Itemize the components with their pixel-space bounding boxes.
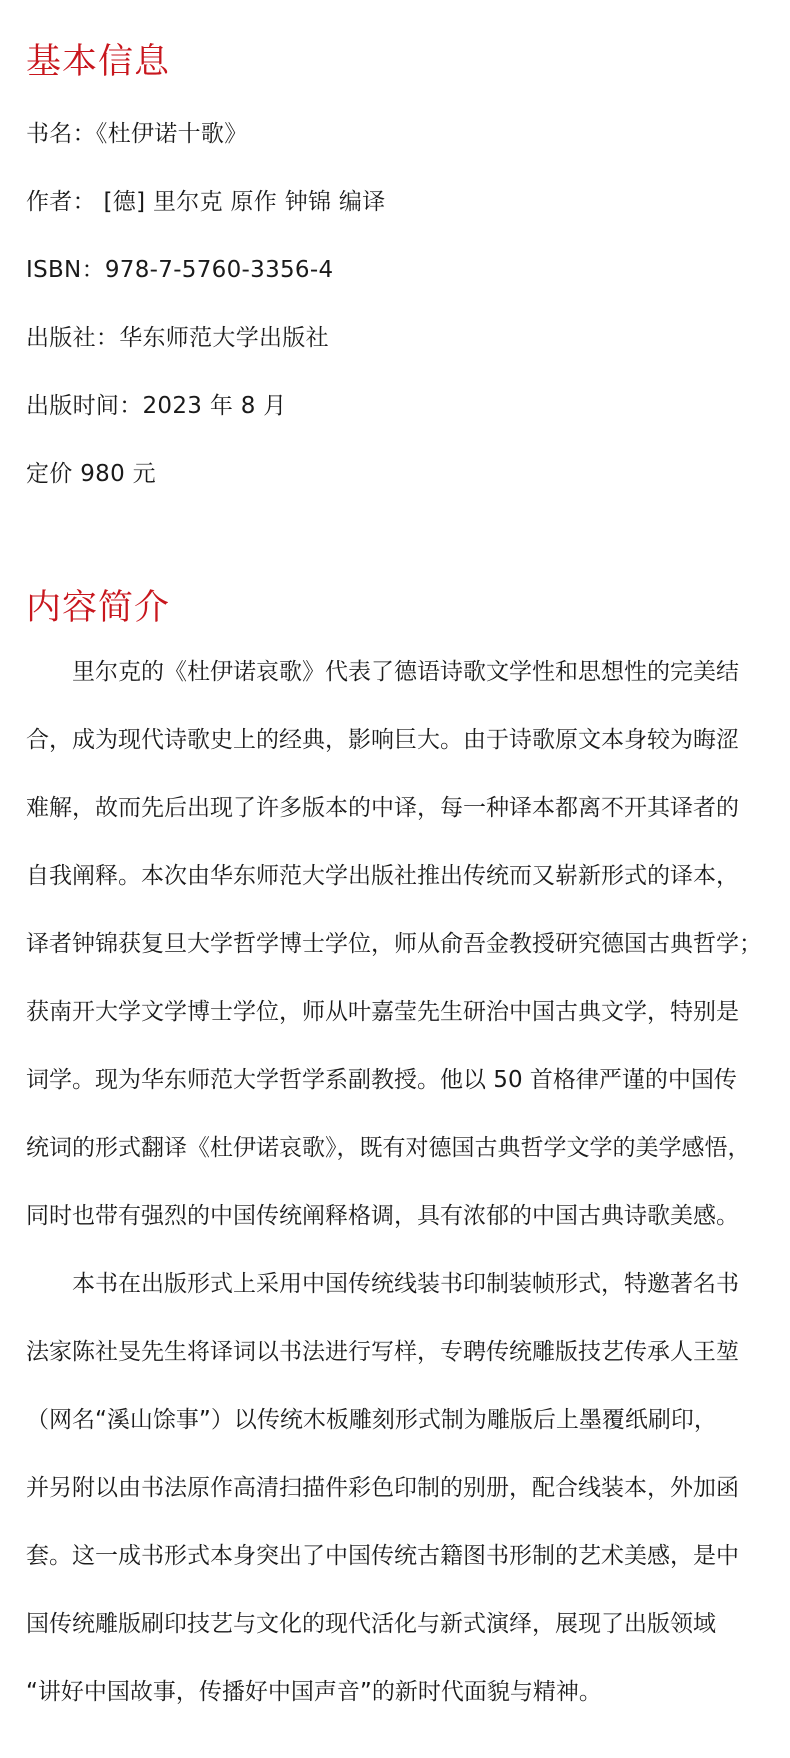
intro-paragraph-1 — [26, 638, 768, 1250]
intro-line: 同时也带有强烈的中国传统阐释格调，具有浓郁的中国古典诗歌美感。 — [26, 1203, 739, 1229]
book-title-line: 书名：《杜伊诺十歌》 — [26, 121, 248, 147]
intro-line: 法家陈社旻先生将译词以书法进行写样，专聘传统雕版技艺传承人王堃 — [26, 1339, 739, 1365]
intro-line: 里尔克的《杜伊诺哀歌》代表了德语诗歌文学性和思想性的完美结 — [72, 659, 739, 685]
intro-line: “讲好中国故事，传播好中国声音”的新时代面貌与精神。 — [26, 1679, 602, 1705]
intro-line: （网名“溪山馀事”）以传统木板雕刻形式制为雕版后上墨覆纸刷印， — [26, 1407, 717, 1433]
basic-info-list — [26, 100, 386, 508]
author-line: 作者： [德] 里尔克 原作 钟锦 编译 — [26, 189, 386, 215]
price-line: 定价 980 元 — [26, 461, 156, 487]
intro-line: 国传统雕版刷印技艺与文化的现代活化与新式演绎，展现了出版领域 — [26, 1611, 716, 1637]
intro-paragraph-2 — [26, 1250, 768, 1726]
intro-line: 合，成为现代诗歌史上的经典，影响巨大。由于诗歌原文本身较为晦涩 — [26, 727, 739, 753]
basic-info-heading: 基本信息 — [26, 42, 171, 82]
intro-body — [26, 638, 768, 1726]
intro-line: 并另附以由书法原作高清扫描件彩色印制的别册，配合线装本，外加函 — [26, 1475, 739, 1501]
intro-line: 自我阐释。本次由华东师范大学出版社推出传统而又崭新形式的译本， — [26, 863, 739, 889]
intro-line: 本书在出版形式上采用中国传统线装书印制装帧形式，特邀著名书 — [72, 1271, 739, 1297]
intro-line: 套。这一成书形式本身突出了中国传统古籍图书形制的艺术美感，是中 — [26, 1543, 739, 1569]
intro-line: 词学。现为华东师范大学哲学系副教授。他以 50 首格律严谨的中国传 — [26, 1067, 737, 1093]
intro-line: 获南开大学文学博士学位，师从叶嘉莹先生研治中国古典文学，特别是 — [26, 999, 739, 1025]
intro-line: 统词的形式翻译《杜伊诺哀歌》，既有对德国古典哲学文学的美学感悟， — [26, 1135, 751, 1161]
intro-heading: 内容简介 — [26, 588, 171, 628]
isbn-line: ISBN：978-7-5760-3356-4 — [26, 257, 334, 283]
intro-line: 译者钟锦获复旦大学哲学博士学位，师从俞吾金教授研究德国古典哲学； — [26, 931, 762, 957]
publisher-line: 出版社：华东师范大学出版社 — [26, 325, 329, 351]
publish-date-line: 出版时间：2023 年 8 月 — [26, 393, 287, 419]
intro-line: 难解，故而先后出现了许多版本的中译，每一种译本都离不开其译者的 — [26, 795, 739, 821]
